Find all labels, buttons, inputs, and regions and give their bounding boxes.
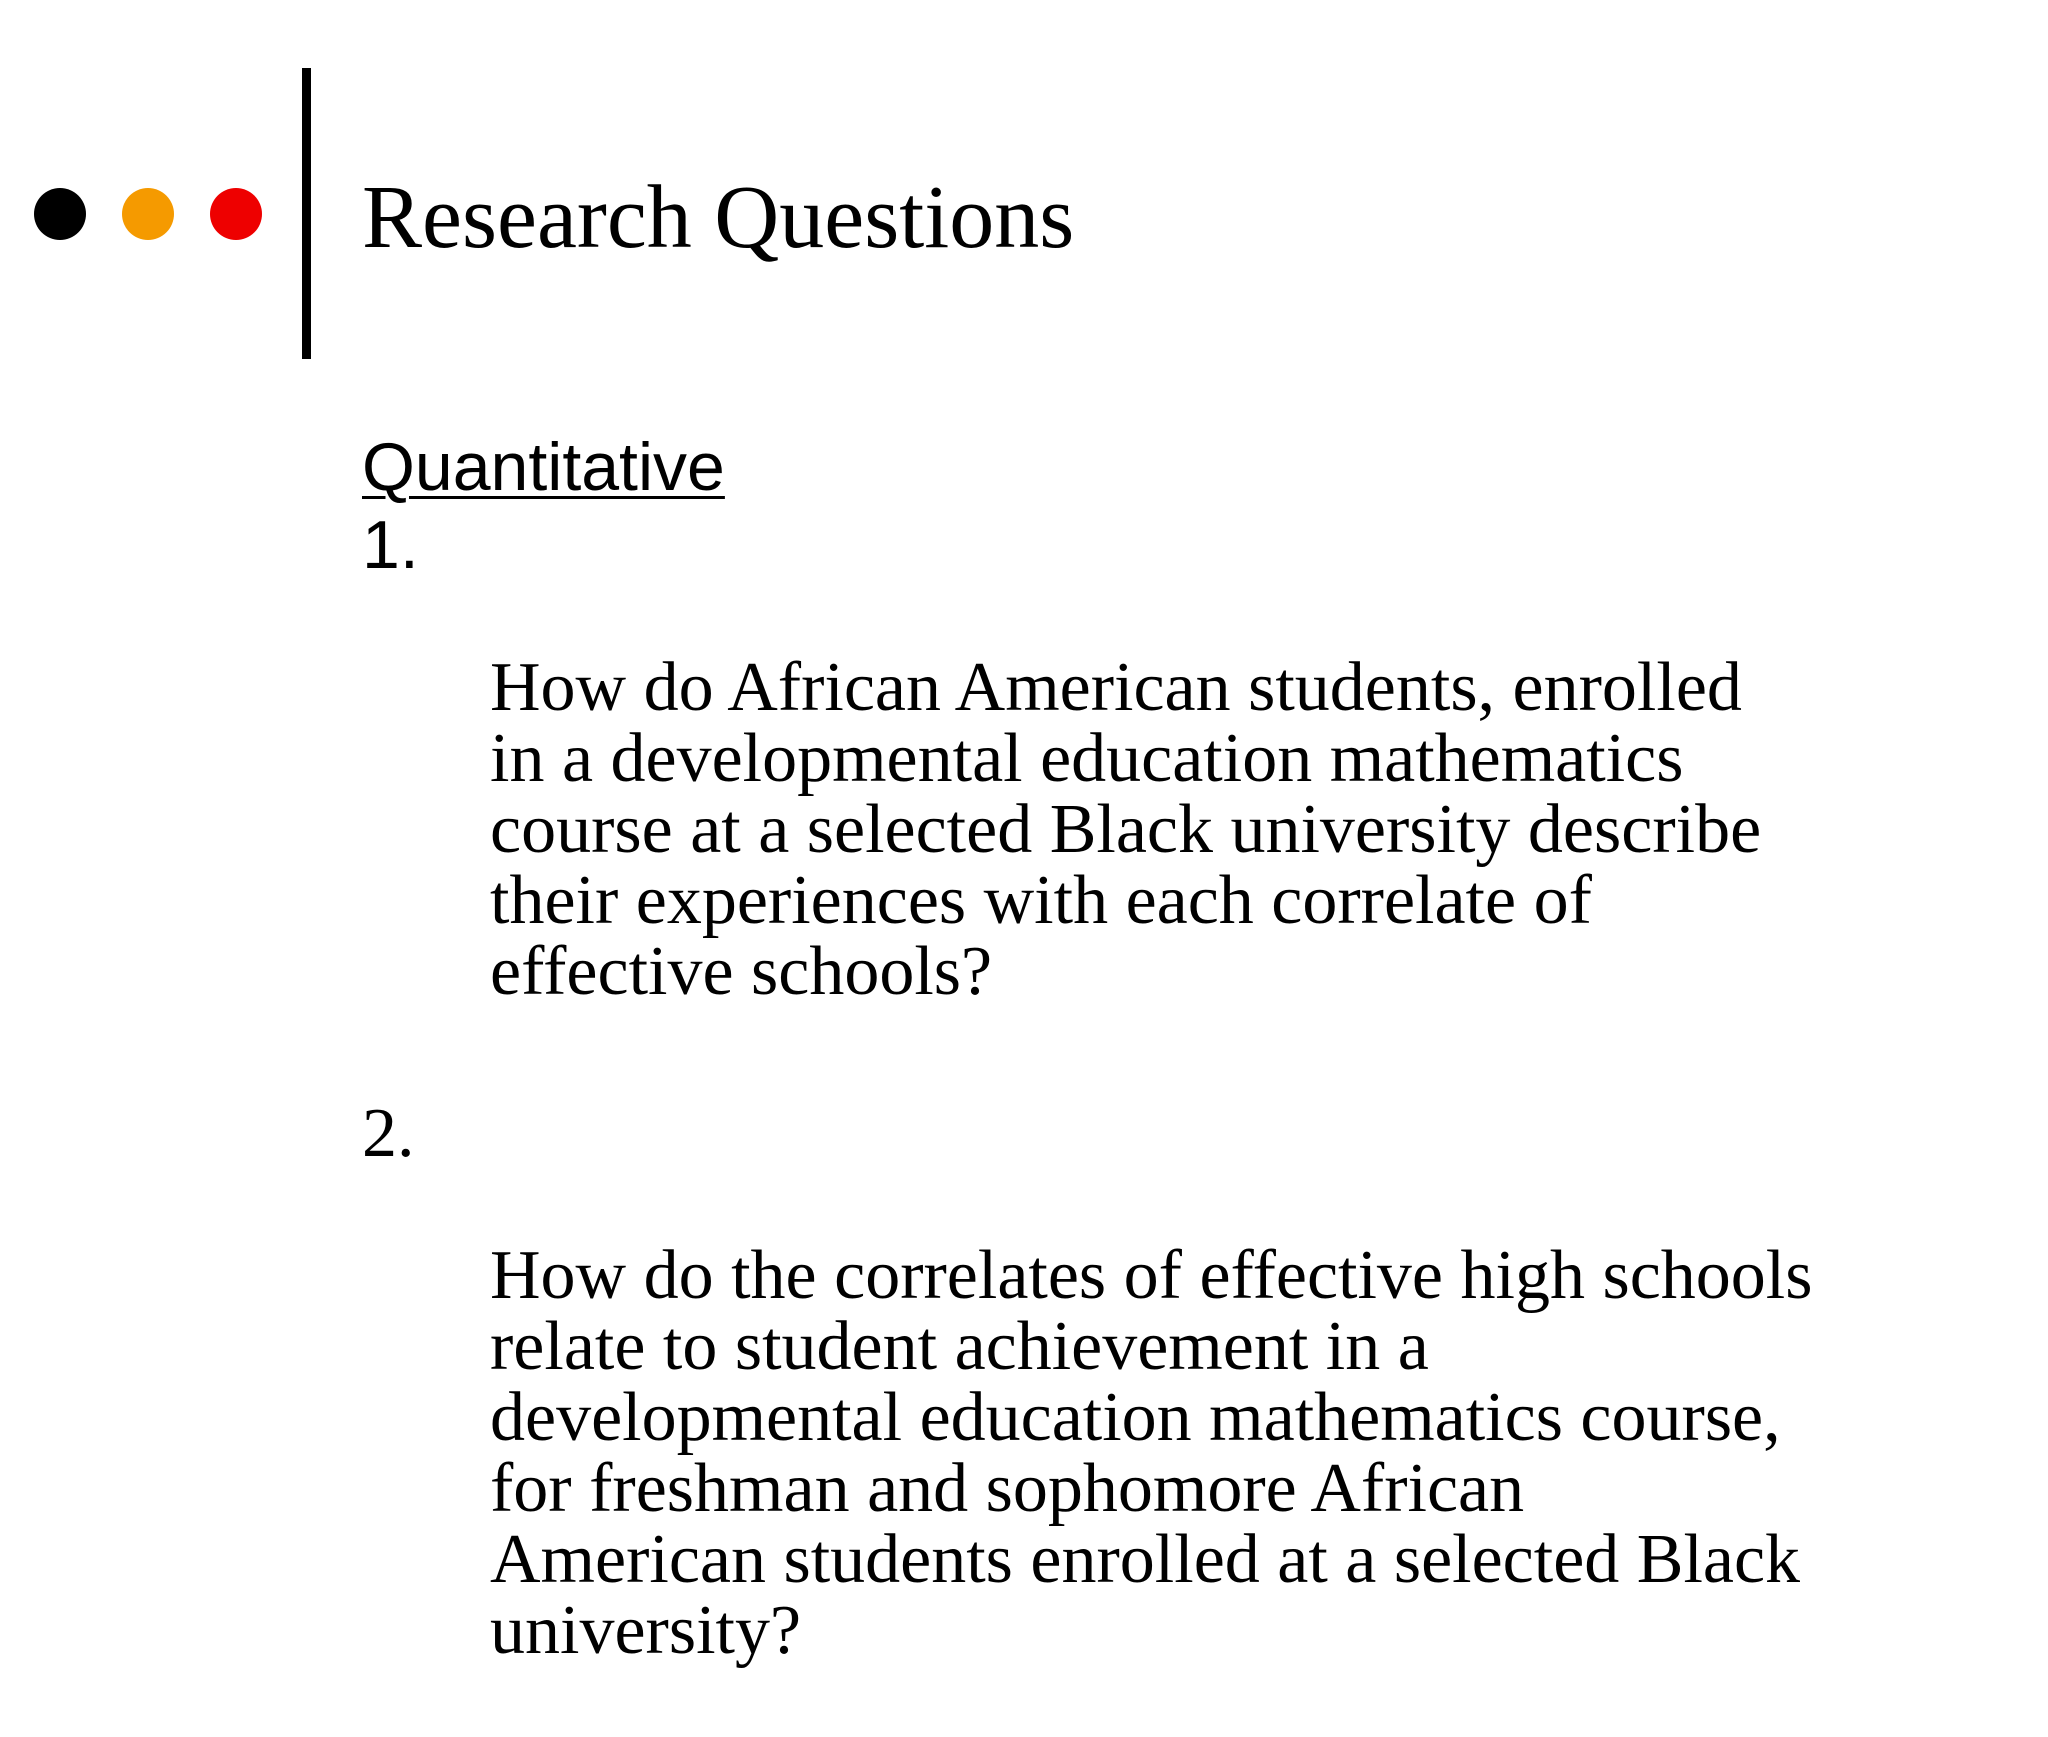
title-divider — [302, 68, 311, 359]
slide-title: Research Questions — [362, 168, 1075, 267]
question-text: How do African American students, enrolled in a developmental education mathematics course at a selected Black university describe their experiences with each correlate of effective schools? — [490, 649, 1762, 1010]
research-question-1 — [362, 507, 1882, 1078]
research-question-2 — [362, 1095, 1882, 1737]
slide-body — [362, 426, 1882, 1737]
question-number: 2. — [362, 1095, 415, 1172]
decorative-dots — [34, 188, 262, 240]
question-number: 1. — [362, 507, 419, 583]
orange-dot-icon — [122, 188, 174, 240]
question-text: How do the correlates of effective high schools relate to student achievement in a developmental education mathematics course, for freshman and sophomore African American students enrolled at a selected Black university? — [490, 1237, 1813, 1669]
section-heading: Quantitative — [362, 429, 725, 505]
black-dot-icon — [34, 188, 86, 240]
red-dot-icon — [210, 188, 262, 240]
